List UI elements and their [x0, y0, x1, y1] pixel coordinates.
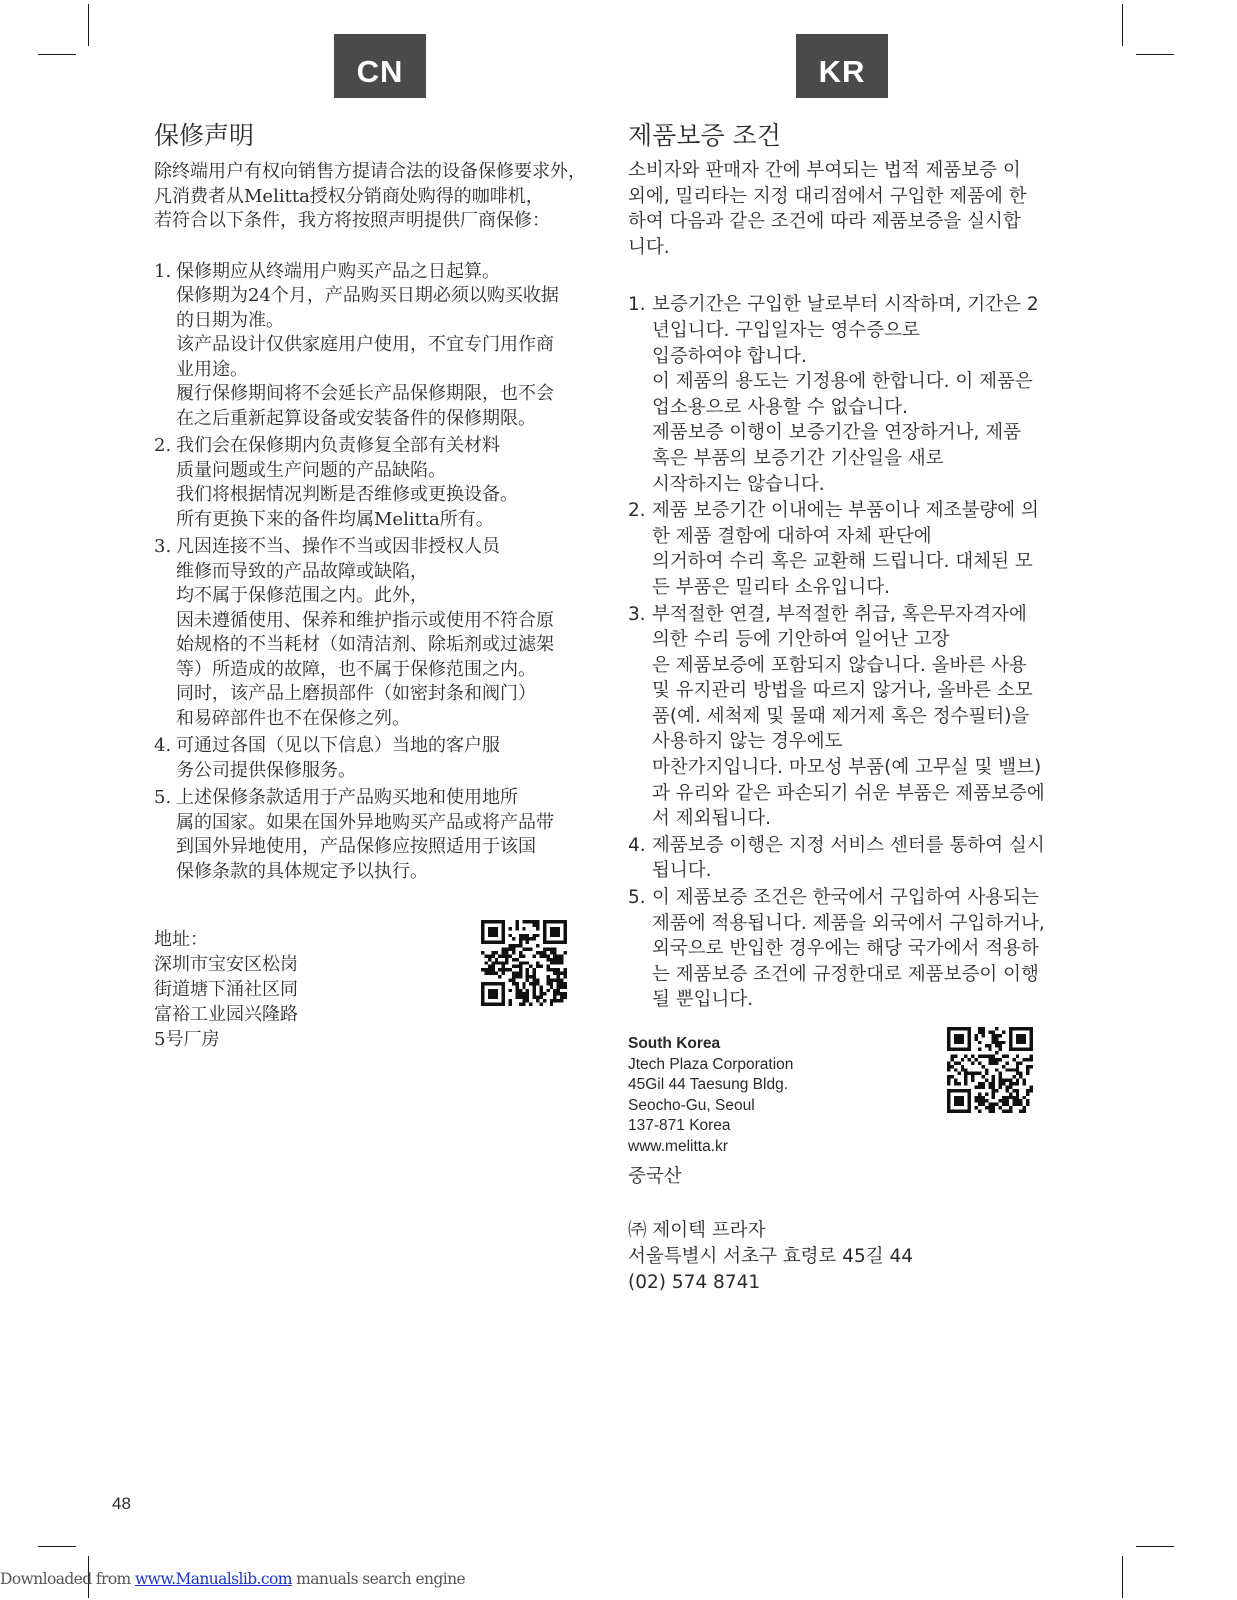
kr-contact-block: [628, 1034, 793, 1157]
list-item: 5. 이 제품보증 조건은 한국에서 구입하여 사용되는 제품에 적용됩니다. 제품을 외국에서 구입하거나, 외국으로 반입한 경우에는 해당 국가에서 적용하 는 제품보증 조건에 규정한대로 제품보증이 이행 될 뿐입니다.: [628, 887, 1045, 1011]
kr-contact-line: Jtech Plaza Corporation: [628, 1055, 794, 1073]
crop-mark: [38, 54, 76, 55]
list-item: 1. 보증기간은 구입한 날로부터 시작하며, 기간은 2 년입니다. 구입일자는 영수증으로 입증하여야 합니다. 이 제품의 용도는 기정용에 한합니다. 이 제품은 업소용으로 사용할 수 없습니다. 제품보증 이행이 보증기간을 연장하거나, 제품 혹은 부품의 보증기간 기산일을 새로 시작하지는 않습니다.: [628, 294, 1039, 495]
footer-suffix: manuals search engine: [291, 1570, 466, 1588]
kr-title: 제품보증 조건: [628, 121, 781, 150]
qr-code-icon: [947, 1027, 1033, 1113]
download-footer: [0, 1570, 465, 1588]
list-item: 3. 부적절한 연결, 부적절한 취급, 혹은무자격자에 의한 수리 등에 기안하여 일어난 고장 은 제품보증에 포함되지 않습니다. 올바른 사용 및 유지관리 방법을 따르지 않거나, 올바른 소모 품(예. 세척제 및 물때 제거제 혹은 정수필터)을 사용하지 않는 경우에도 마찬가지입니다. 마모성 부품(예 고무실 및 밸브) 과 유리와 같은 파손되기 쉬운 부품은 제품보증에 서 제외됩니다.: [628, 603, 1045, 830]
kr-intro: 소비자와 판매자 간에 부여되는 법적 제품보증 이 외에, 밀리타는 지정 대리점에서 구입한 제품에 한 하여 다음과 같은 조건에 따라 제품보증을 실시합 니다.: [628, 160, 1027, 258]
cn-warranty-list: [154, 260, 604, 885]
cn-address: 地址： 深圳市宝安区松岗 街道塘下涌社区同 富裕工业园兴隆路 5号厂房: [154, 929, 298, 1050]
cn-warranty-section: [154, 120, 604, 887]
list-item: 2. 我们会在保修期内负责修复全部有关材料 质量问题或生产问题的产品缺陷。 我们将根据情况判断是否维修或更换设备。 所有更换下来的备件均属Melitta所有。: [154, 435, 518, 530]
page-number: 48: [112, 1494, 131, 1513]
kr-contact-line: Seocho-Gu, Seoul: [628, 1096, 755, 1114]
cn-title: 保修声明: [154, 121, 255, 150]
kr-made-in: 중국산: [628, 1166, 682, 1187]
kr-company-info: ㈜ 제이텍 프라자 서울특별시 서초구 효령로 45길 44 (02) 574 8741: [628, 1220, 914, 1293]
crop-mark: [1122, 4, 1123, 46]
manualslib-link[interactable]: www.Manualslib.com: [135, 1570, 292, 1588]
language-tag-cn: CN: [334, 34, 426, 98]
language-tag-kr: KR: [796, 34, 888, 98]
kr-contact-country: South Korea: [628, 1035, 721, 1052]
kr-contact-line: 45Gil 44 Taesung Bldg.: [628, 1076, 788, 1093]
list-item: 4. 제품보증 이행은 지정 서비스 센터를 통하여 실시 됩니다.: [628, 834, 1045, 882]
qr-code-icon: [481, 920, 567, 1006]
list-item: 3. 凡因连接不当、操作不当或因非授权人员 维修而导致的产品故障或缺陷， 均不属于保修范围之内。此外， 因未遵循使用、保养和维护指示或使用不符合原 始规格的不当耗材（如清洁剂、除垢剂或过滤架 等）所造成的故障，也不属于保修范围之内。 同时，该产品上磨损部件（如密封条和阀门） 和易碎部件也不在保修之列。: [154, 536, 554, 729]
crop-mark: [1136, 1546, 1174, 1547]
kr-warranty-list: [628, 292, 1088, 1013]
kr-warranty-section: [628, 120, 1088, 1014]
kr-contact-website: www.melitta.kr: [628, 1137, 728, 1155]
crop-mark: [1122, 1556, 1123, 1598]
list-item: 5. 上述保修条款适用于产品购买地和使用地所 属的国家。如果在国外异地购买产品或将产品带 到国外异地使用，产品保修应按照适用于该国 保修条款的具体规定予以执行。: [154, 787, 554, 882]
footer-prefix: Downloaded from: [0, 1570, 135, 1588]
list-item: 2. 제품 보증기간 이내에는 부품이나 제조불량에 의 한 제품 결함에 대하여 자체 판단에 의거하여 수리 혹은 교환해 드립니다. 대체된 모 든 부품은 밀리타 소유입니다.: [628, 500, 1039, 598]
list-item: 4. 可通过各国（见以下信息）当地的客户服 务公司提供保修服务。: [154, 735, 500, 781]
list-item: 1. 保修期应从终端用户购买产品之日起算。 保修期为24个月，产品购买日期必须以购买收据 的日期为准。 该产品设计仅供家庭用户使用，不宜专门用作商 业用途。 履行保修期间将不会延长产品保修期限，也不会 在之后重新起算设备或安装备件的保修期限。: [154, 260, 559, 429]
cn-intro: 除终端用户有权向销售方提请合法的设备保修要求外， 凡消费者从Melitta授权分销商处购得的咖啡机， 若符合以下条件，我方将按照声明提供厂商保修：: [154, 161, 586, 231]
crop-mark: [1136, 54, 1174, 55]
crop-mark: [88, 4, 89, 46]
crop-mark: [38, 1546, 76, 1547]
kr-contact-line: 137-871 Korea: [628, 1117, 731, 1134]
